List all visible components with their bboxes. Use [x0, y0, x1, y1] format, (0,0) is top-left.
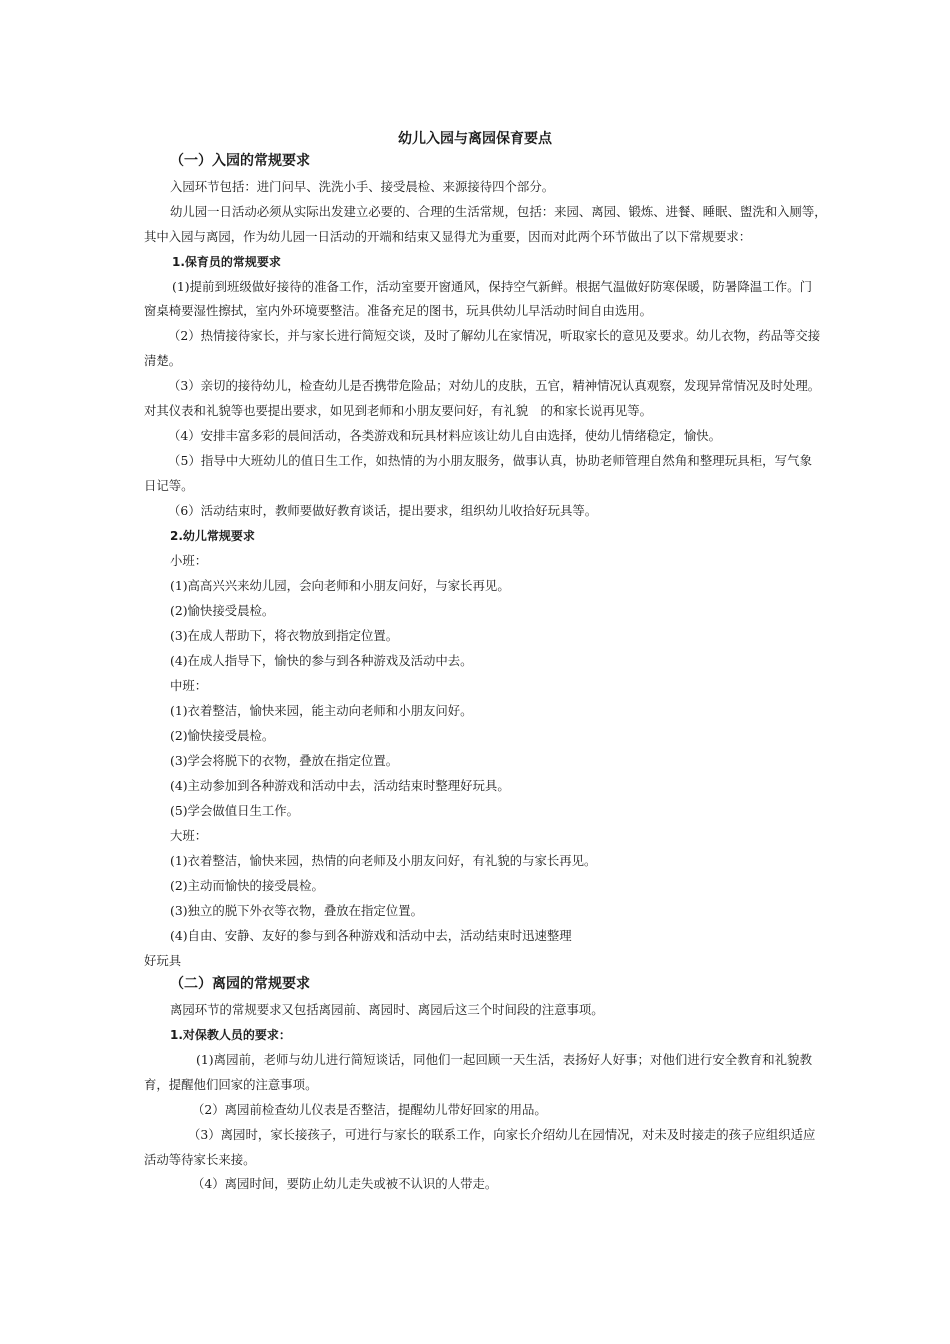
staff-item-1-line2: 窗桌椅要湿性擦拭，室内外环境要整洁。准备充足的图书，玩具供幼儿早活动时间自由选用。 — [144, 303, 653, 318]
section1-intro-2a: 幼儿园一日活动必须从实际出发建立必要的、合理的生活常规，包括：来园、离园、锻炼、进餐、睡眠、盥洗和入厕等， — [170, 204, 827, 219]
middle-item-1: (1)衣着整洁，愉快来园，能主动向老师和小朋友问好。 — [170, 703, 473, 718]
staff-item-6: （6）活动结束时，教师要做好教育谈话，提出要求，组织幼儿收拾好玩具等。 — [168, 503, 598, 518]
section2-intro: 离园环节的常规要求又包括离园前、离园时、离园后这三个时间段的注意事项。 — [170, 1002, 604, 1017]
staff-item-1-line1: (1)提前到班级做好接待的准备工作，活动室要开窗通风，保持空气新鲜。根据气温做好防寒保暖，防暑降温工作。门 — [172, 279, 812, 294]
staff-item-4: （4）安排丰富多彩的晨间活动，各类游戏和玩具材料应该让幼儿自由选择，使幼儿情绪稳定，愉快。 — [168, 428, 722, 443]
large-item-1: (1)衣着整洁，愉快来园，热情的向老师及小朋友问好，有礼貌的与家长再见。 — [170, 853, 597, 868]
small-item-4: (4)在成人指导下，愉快的参与到各种游戏及活动中去。 — [170, 653, 473, 668]
large-item-3: (3)独立的脱下外衣等衣物，叠放在指定位置。 — [170, 903, 423, 918]
staff-item-2-line2: 清楚。 — [144, 353, 182, 368]
staff-item-2-line1: （2）热情接待家长，并与家长进行简短交谈，及时了解幼儿在家情况，听取家长的意见及要求。幼儿衣物，药品等交接 — [168, 328, 821, 343]
leave-item-1-line1: (1)离园前，老师与幼儿进行简短谈话，同他们一起回顾一天生活，表扬好人好事；对他们进行安全教育和礼貌教 — [196, 1052, 812, 1067]
large-item-4-tail: 好玩具 — [144, 953, 182, 968]
middle-item-3: (3)学会将脱下的衣物，叠放在指定位置。 — [170, 753, 399, 768]
large-class-label: 大班： — [170, 828, 208, 843]
small-item-2: (2)愉快接受晨检。 — [170, 603, 275, 618]
section1-intro-2b: 其中入园与离园，作为幼儿园一日活动的开端和结束又显得尤为重要，因而对此两个环节做出了以下常规要求： — [144, 229, 752, 244]
staff-heading: 1.保育员的常规要求 — [172, 255, 281, 269]
leave-item-1-line2: 育，提醒他们回家的注意事项。 — [144, 1077, 318, 1092]
middle-class-label: 中班： — [170, 678, 208, 693]
page-title: 幼儿入园与离园保育要点 — [398, 131, 552, 147]
leave-item-4: （4）离园时间，要防止幼儿走失或被不认识的人带走。 — [192, 1176, 498, 1191]
leave-item-3-line1: （3）离园时，家长接孩子，可进行与家长的联系工作，向家长介绍幼儿在园情况，对未及时接走的孩子应组织适应 — [188, 1127, 816, 1142]
leave-item-2: （2）离园前检查幼儿仪表是否整洁，提醒幼儿带好回家的用品。 — [192, 1102, 547, 1117]
staff-item-3-line1: （3）亲切的接待幼儿，检查幼儿是否携带危险品；对幼儿的皮肤，五官，精神情况认真观察，发现异常情况及时处理。 — [168, 378, 821, 393]
large-item-2: (2)主动而愉快的接受晨检。 — [170, 878, 324, 893]
section1-intro-1: 入园环节包括：进门问早、洗洗小手、接受晨检、来源接待四个部分。 — [170, 179, 555, 194]
child-heading: 2.幼儿常规要求 — [170, 529, 255, 543]
staff-item-5-line2: 日记等。 — [144, 478, 194, 493]
small-class-label: 小班： — [170, 553, 208, 568]
large-item-4: (4)自由、安静、友好的参与到各种游戏和活动中去，活动结束时迅速整理 — [170, 928, 572, 943]
small-item-3: (3)在成人帮助下，将衣物放到指定位置。 — [170, 628, 399, 643]
staff-item-5-line1: （5）指导中大班幼儿的值日生工作，如热情的为小朋友服务，做事认真，协助老师管理自然角和整理玩具柜，写气象 — [168, 453, 812, 468]
middle-item-2: (2)愉快接受晨检。 — [170, 728, 275, 743]
section1-heading: （一）入园的常规要求 — [170, 153, 310, 169]
section2-sub-heading: 1.对保教人员的要求： — [170, 1028, 291, 1042]
small-item-1: (1)高高兴兴来幼儿园，会向老师和小朋友问好，与家长再见。 — [170, 578, 510, 593]
middle-item-4: (4)主动参加到各种游戏和活动中去，活动结束时整理好玩具。 — [170, 778, 510, 793]
section2-heading: （二）离园的常规要求 — [170, 976, 310, 992]
leave-item-3-line2: 活动等待家长来接。 — [144, 1152, 256, 1167]
staff-item-3-line2: 对其仪表和礼貌等也要提出要求，如见到老师和小朋友要问好，有礼貌 的和家长说再见等。 — [144, 403, 653, 418]
middle-item-5: (5)学会做值日生工作。 — [170, 803, 300, 818]
